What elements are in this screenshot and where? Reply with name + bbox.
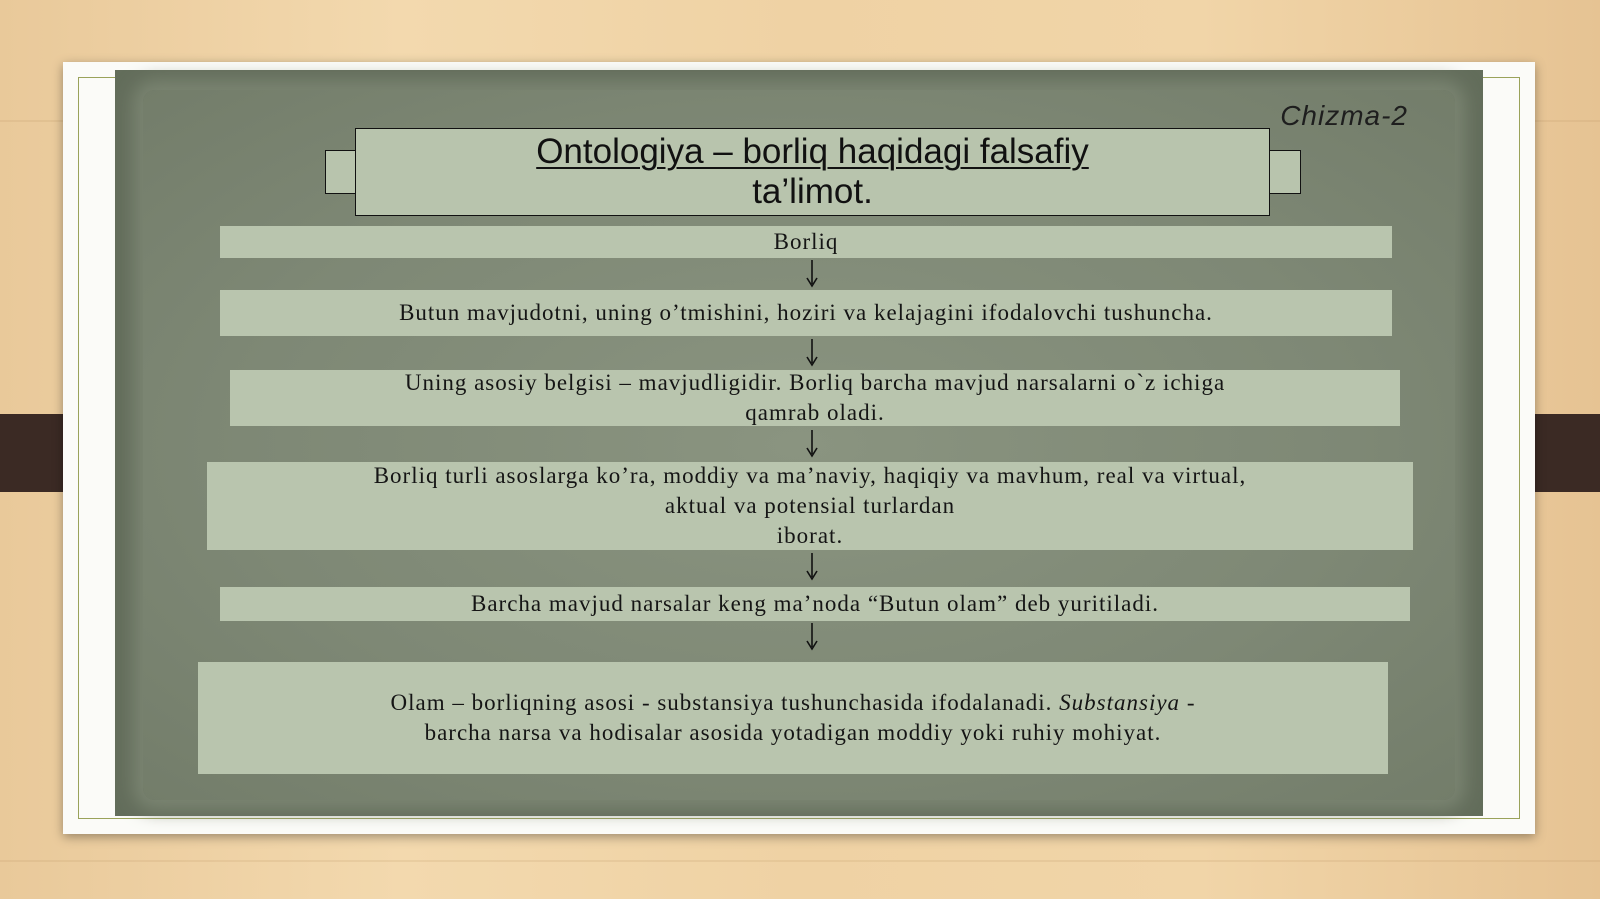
box-4-text-line-1: Borliq turli asoslarga ko’ra, moddiy va ma’naviy, haqiqiy va mavhum, real va virtual, <box>373 463 1247 488</box>
title-notch-left <box>325 150 356 194</box>
figure-label: Chizma-2 <box>1280 100 1408 131</box>
title-line-2: ta’limot. <box>752 172 873 211</box>
box-6-line-1-tail: - <box>1180 690 1196 715</box>
box-borliq <box>220 226 1392 258</box>
title-line-1: Ontologiya – borliq haqidagi falsafiy <box>536 132 1089 171</box>
box-5-text: Barcha mavjud narsalar keng ma’noda “Butun olam” deb yuritiladi. <box>471 591 1159 616</box>
box-substance <box>198 662 1388 774</box>
diagram-panel <box>115 70 1483 816</box>
box-6-line-1-italic: Substansiya <box>1059 690 1181 715</box>
title-notch-right <box>1270 150 1301 194</box>
title-box <box>355 128 1270 216</box>
box-definition <box>220 290 1392 336</box>
arrow-down-icon <box>805 553 819 581</box>
box-4-text-line-2: aktual va potensial turlardan <box>664 493 956 518</box>
arrow-down-icon <box>805 339 819 367</box>
box-3-text-line-2: qamrab oladi. <box>745 400 885 425</box>
arrow-down-icon <box>805 260 819 288</box>
box-whole-world <box>220 587 1410 621</box>
box-6-text-line-2: barcha narsa va hodisalar asosida yotadigan moddiy yoki ruhiy mohiyat. <box>424 720 1162 745</box>
box-types <box>207 462 1413 550</box>
box-6-text-line-1 <box>391 688 1196 718</box>
box-4-text-line-3: iborat. <box>776 523 844 548</box>
box-6-line-1-normal: Olam – borliqning asosi - substansiya tushunchasida ifodalanadi. <box>390 690 1060 715</box>
box-3-text-line-1: Uning asosiy belgisi – mavjudligidir. Borliq barcha mavjud narsalarni o`z ichiga <box>404 370 1226 395</box>
box-main-feature <box>230 370 1400 426</box>
wood-grain <box>0 860 1600 862</box>
arrow-down-icon <box>805 623 819 651</box>
box-2-text: Butun mavjudotni, uning o’tmishini, hoziri va kelajagini ifodalovchi tushuncha. <box>399 300 1213 325</box>
arrow-down-icon <box>805 430 819 458</box>
box-1-text: Borliq <box>773 229 839 254</box>
